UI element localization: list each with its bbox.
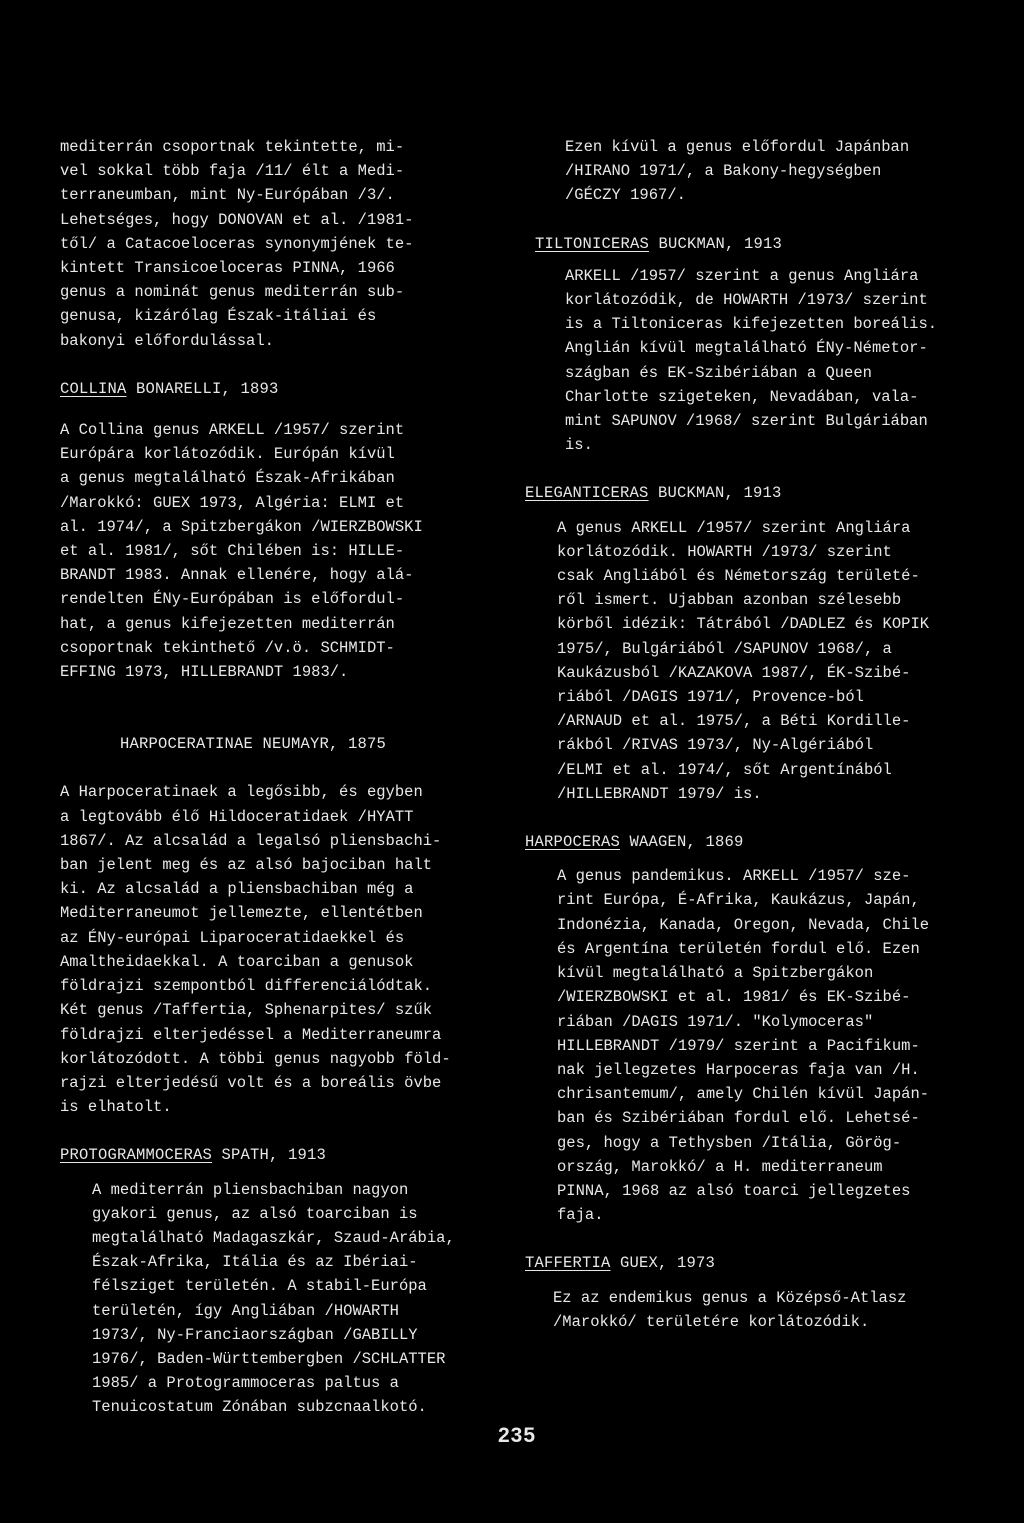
text-line: /GÉCZY 1967/.	[565, 186, 686, 205]
text-line: chrisantemum/, amely Chilén kívül Japán-	[557, 1085, 930, 1104]
text-line: ges, hogy a Tethysben /Itália, Görög-	[557, 1133, 902, 1152]
text-line: rendelten ÉNy-Európában is előfordul-	[60, 590, 405, 609]
text-line: Ezen kívül a genus előfordul Japánban	[565, 138, 910, 156]
text-line: faja.	[557, 1206, 604, 1225]
text-line: BRANDT 1983. Annak ellenére, hogy alá-	[60, 566, 414, 585]
harpoceratinae-heading: HARPOCERATINAE NEUMAYR, 1875	[120, 735, 387, 754]
taffertia-heading-author: GUEX, 1973	[610, 1254, 716, 1273]
protogrammoceras-heading	[60, 1143, 500, 1167]
text-line: területén, így Angliában /HOWARTH	[92, 1301, 399, 1320]
text-line: Mediterraneumot jellemezte, ellentétben	[60, 904, 423, 923]
text-line: vel sokkal több faja /11/ élt a Medi-	[60, 162, 405, 181]
text-line: Két genus /Taffertia, Sphenarpites/ szűk	[60, 1001, 433, 1020]
text-line: kívül megtalálható a Spitzbergákon	[557, 964, 874, 983]
text-line: Észak-Afrika, Itália és az Ibériai-	[92, 1253, 418, 1272]
text-line: A Harpoceratinaek a legősibb, és egyben	[60, 783, 423, 802]
harpoceratinae-paragraph	[60, 780, 500, 1119]
text-line: földrajzi szempontból differenciálódtak.	[60, 977, 433, 996]
harpoceras-heading	[525, 830, 985, 854]
harpoceras-heading-name: HARPOCERAS	[525, 833, 621, 852]
text-line: A Collina genus ARKELL /1957/ szerint	[60, 421, 405, 440]
text-line: nak jellegzetes Harpoceras faja van /H.	[557, 1060, 920, 1079]
page-number: 235	[498, 1424, 537, 1447]
eleganticeras-heading	[525, 481, 985, 505]
eleganticeras-paragraph	[525, 516, 985, 806]
text-line: Ez az endemikus genus a Középső-Atlasz	[553, 1288, 907, 1307]
protogrammoceras-paragraph	[60, 1178, 500, 1420]
tiltoniceras-heading-author: BUCKMAN, 1913	[649, 234, 783, 253]
text-line: Indonézia, Kanada, Oregon, Nevada, Chile	[557, 915, 930, 934]
collina-heading-name: COLLINA	[60, 379, 127, 398]
text-line: bakonyi előfordulással.	[60, 331, 274, 350]
left-column	[60, 135, 500, 1420]
text-line: ban jelent meg és az alsó bajociban halt	[60, 856, 433, 875]
text-line: Kaukázusból /KAZAKOVA 1987/, ÉK-Szibé-	[557, 663, 911, 682]
text-line: 1975/, Bulgáriából /SAPUNOV 1968/, a	[557, 639, 892, 658]
text-line: PINNA, 1968 az alsó toarci jellegzetes	[557, 1181, 911, 1200]
text-line: /ELMI et al. 1974/, sőt Argentínából	[557, 760, 892, 779]
text-line: 1985/ a Protogrammoceras paltus a	[92, 1374, 399, 1393]
taffertia-heading	[525, 1251, 985, 1275]
text-line: Európára korlátozódik. Európán kívül	[60, 445, 395, 464]
taffertia-paragraph	[525, 1286, 985, 1334]
tiltoniceras-heading-name: TILTONICERAS	[535, 234, 650, 253]
left-intro-paragraph	[60, 135, 500, 353]
text-line: ki. Az alcsalád a pliensbachiban még a	[60, 880, 414, 899]
text-line: genusa, kizárólag Észak-itáliai és	[60, 307, 377, 326]
text-line: 1867/. Az alcsalád a legalsó pliensbachi-	[60, 831, 442, 850]
protogrammoceras-heading-author: SPATH, 1913	[212, 1146, 327, 1165]
text-line: A mediterrán pliensbachiban nagyon	[92, 1180, 409, 1199]
eleganticeras-heading-name: ELEGANTICERAS	[525, 484, 649, 503]
collina-heading-author: BONARELLI, 1893	[126, 379, 279, 398]
text-line: /Marokkó/ területére korlátozódik.	[553, 1312, 870, 1331]
text-line: megtalálható Madagaszkár, Szaud-Arábia,	[92, 1228, 455, 1247]
right-column	[525, 135, 985, 1334]
text-line: földrajzi elterjedéssel a Mediterraneumra	[60, 1025, 442, 1044]
text-line: is elhatolt.	[60, 1098, 172, 1117]
protogrammoceras-heading-name: PROTOGRAMMOCERAS	[60, 1146, 213, 1165]
text-line: rákból /RIVAS 1973/, Ny-Algériából	[557, 736, 874, 755]
text-line: 1976/, Baden-Württembergben /SCHLATTER	[92, 1349, 446, 1368]
eleganticeras-heading-author: BUCKMAN, 1913	[648, 484, 782, 503]
text-line: mint SAPUNOV /1968/ szerint Bulgáriában	[565, 412, 928, 431]
text-line: A genus ARKELL /1957/ szerint Angliára	[557, 518, 911, 537]
text-line: ban és Szibériában fordul elő. Lehetsé-	[557, 1109, 920, 1128]
text-line: korlátozódik, de HOWARTH /1973/ szerint	[565, 291, 928, 310]
text-line: al. 1974/, a Spitzbergákon /WIERZBOWSKI	[60, 517, 423, 536]
text-line: ARKELL /1957/ szerint a genus Angliára	[565, 266, 919, 285]
text-line: és Argentína területén fordul elő. Ezen	[557, 939, 920, 958]
text-line: is.	[565, 436, 593, 455]
text-line: terraneumban, mint Ny-Európában /3/.	[60, 186, 395, 205]
text-line: EFFING 1973, HILLEBRANDT 1983/.	[60, 663, 349, 682]
text-line: ről ismert. Ujabban azonban szélesebb	[557, 591, 902, 610]
text-line: Amaltheidaekkal. A toarciban a genusok	[60, 952, 414, 971]
text-line: a legtovább élő Hildoceratidaek /HYATT	[60, 807, 414, 826]
tiltoniceras-heading	[525, 232, 985, 256]
text-line: riában /DAGIS 1971/. "Kolymoceras"	[557, 1012, 874, 1031]
collina-heading	[60, 377, 500, 401]
text-line: kintett Transicoeloceras PINNA, 1966	[60, 259, 395, 278]
text-line: korlátozódik. HOWARTH /1973/ szerint	[557, 542, 892, 561]
text-line: /WIERZBOWSKI et al. 1981/ és EK-Szibé-	[557, 988, 911, 1007]
text-line: /HILLEBRANDT 1979/ is.	[557, 784, 762, 803]
text-line: korlátozódott. A többi genus nagyobb föld-	[60, 1049, 451, 1068]
text-line: rajzi elterjedésű volt és a boreális övbe	[60, 1073, 442, 1092]
text-line: /HIRANO 1971/, a Bakony-hegységben	[565, 162, 882, 181]
text-line: Anglián kívül megtalálható ÉNy-Németor-	[565, 339, 928, 358]
text-line: szágban és EK-Szibériában a Queen	[565, 363, 872, 382]
text-line: rint Európa, É-Afrika, Kaukázus, Japán,	[557, 891, 920, 910]
text-line: /ARNAUD et al. 1975/, a Béti Kordille-	[557, 712, 911, 731]
harpoceras-paragraph	[525, 864, 985, 1227]
text-line: Tenuicostatum Zónában subzcnaalkotó.	[92, 1398, 427, 1417]
text-line: ország, Marokkó/ a H. mediterraneum	[557, 1157, 883, 1176]
taffertia-heading-name: TAFFERTIA	[525, 1254, 611, 1273]
text-line: a genus megtalálható Észak-Afrikában	[60, 469, 395, 488]
text-line: A genus pandemikus. ARKELL /1957/ sze-	[557, 867, 911, 886]
text-line: gyakori genus, az alsó toarciban is	[92, 1204, 418, 1223]
collina-paragraph	[60, 418, 500, 684]
right-intro-paragraph	[525, 135, 985, 208]
text-line: 1973/, Ny-Franciaországban /GABILLY	[92, 1325, 418, 1344]
text-line: csak Angliából és Németország területé-	[557, 567, 920, 586]
text-line: is a Tiltoniceras kifejezetten boreális.	[565, 315, 938, 334]
text-line: Lehetséges, hogy DONOVAN et al. /1981-	[60, 210, 414, 229]
text-line: genus a nominát genus mediterrán sub-	[60, 283, 405, 302]
text-line: Charlotte szigeteken, Nevadában, vala-	[565, 387, 919, 406]
text-line: csoportnak tekinthető /v.ö. SCHMIDT-	[60, 638, 395, 657]
text-line: félsziget területén. A stabil-Európa	[92, 1277, 427, 1296]
tiltoniceras-paragraph	[525, 264, 985, 458]
text-line: et al. 1981/, sőt Chilében is: HILLE-	[60, 542, 405, 561]
text-line: körből idézik: Tátrából /DADLEZ és KOPIK	[557, 615, 930, 634]
text-line: től/ a Catacoeloceras synonymjének te-	[60, 234, 414, 253]
text-line: HILLEBRANDT /1979/ szerint a Pacifikum-	[557, 1036, 920, 1055]
harpoceras-heading-author: WAAGEN, 1869	[620, 833, 744, 852]
text-line: mediterrán csoportnak tekintette, mi-	[60, 138, 405, 156]
text-line: riából /DAGIS 1971/, Provence-ból	[557, 688, 864, 707]
text-line: hat, a genus kifejezetten mediterrán	[60, 614, 395, 633]
text-line: /Marokkó: GUEX 1973, Algéria: ELMI et	[60, 493, 405, 512]
text-line: az ÉNy-európai Liparoceratidaekkel és	[60, 928, 405, 947]
